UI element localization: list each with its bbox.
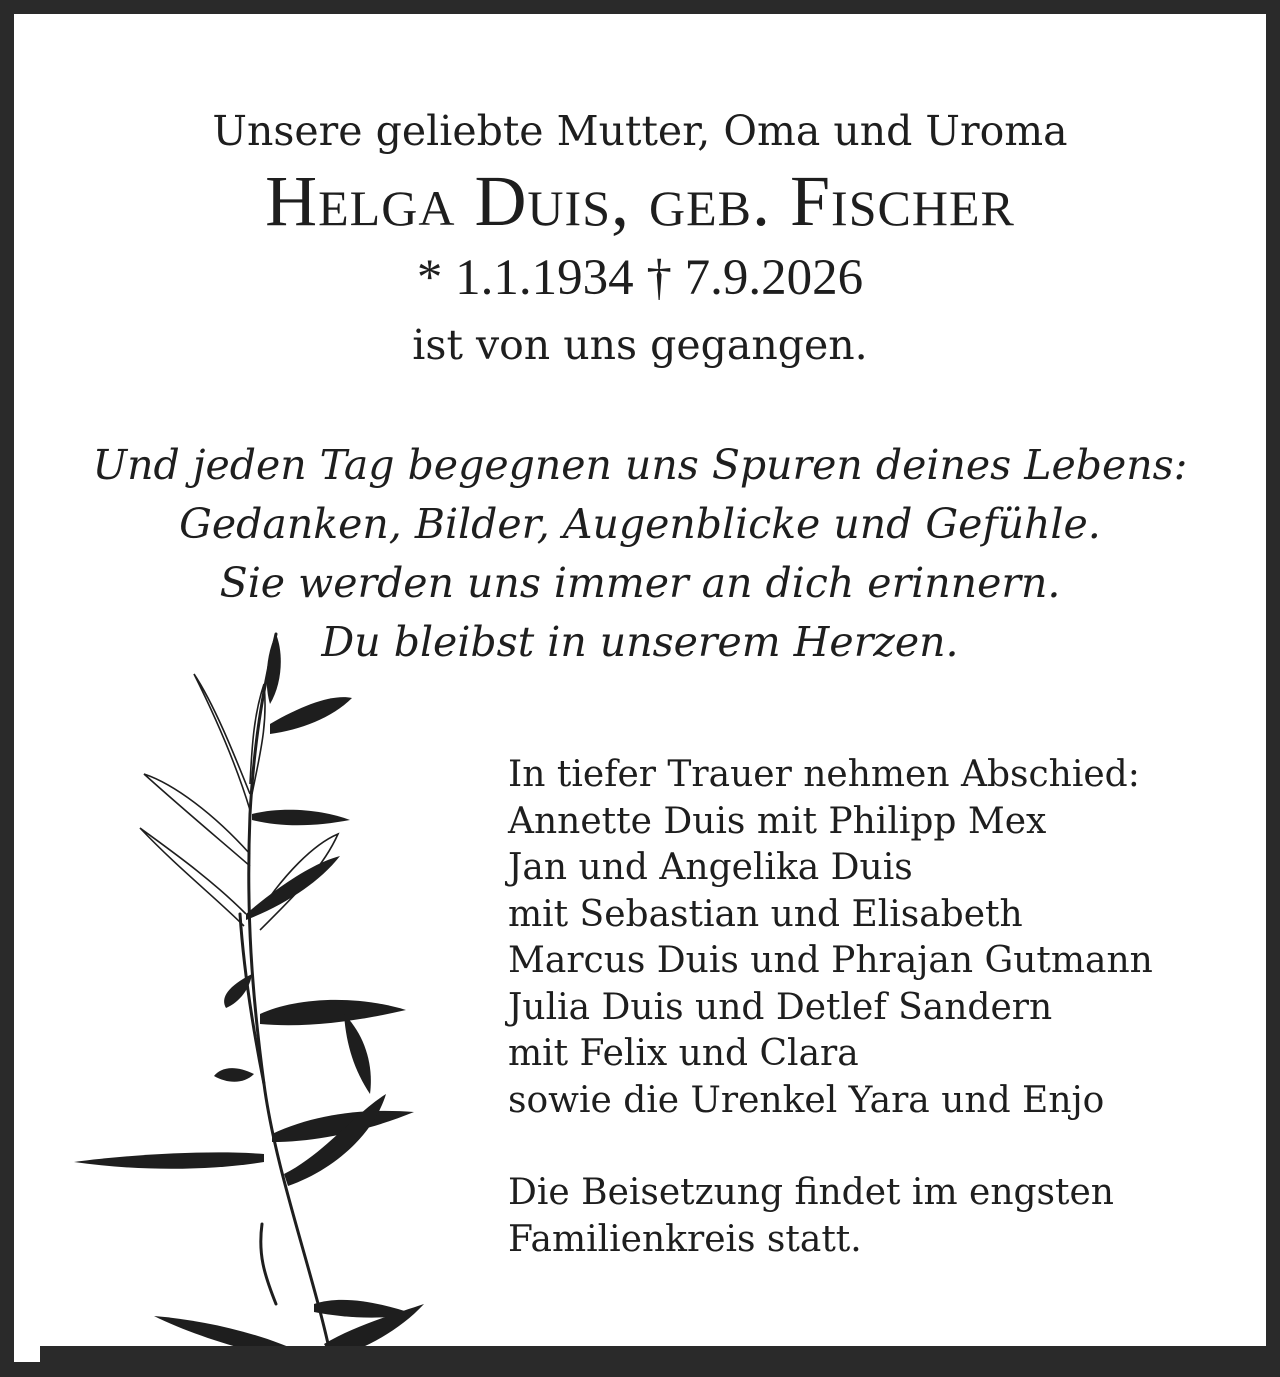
deceased-name: Helga Duis, geb. Fischer bbox=[265, 161, 1015, 241]
mourner-line: mit Sebastian und Elisabeth bbox=[508, 893, 1023, 935]
life-dates: * 1.1.1934 † 7.9.2026 bbox=[416, 250, 864, 306]
mourner-line: Julia Duis und Detlef Sandern bbox=[508, 986, 1053, 1028]
mourner-line: mit Felix und Clara bbox=[508, 1033, 859, 1074]
intro-text: Unsere geliebte Mutter, Oma und Uroma bbox=[212, 107, 1068, 155]
poem-line: Sie werden uns immer an dich erinnern. bbox=[219, 559, 1061, 607]
poem-line: Du bleibst in unserem Herzen. bbox=[321, 618, 959, 666]
olive-branch-icon bbox=[14, 614, 514, 1362]
burial-notice bbox=[508, 1170, 1114, 1263]
obituary-card bbox=[14, 14, 1266, 1362]
passed-away-text: ist von uns gegangen. bbox=[412, 321, 868, 369]
poem-line: Gedanken, Bilder, Augenblicke und Gefühle. bbox=[179, 500, 1101, 548]
frame-left-edge bbox=[0, 640, 14, 1377]
burial-line: Die Beisetzung findet im engsten bbox=[508, 1172, 1114, 1213]
poem-line: Und jeden Tag begegnen uns Spuren deines Lebens: bbox=[92, 441, 1188, 489]
mourner-line: Jan und Angelika Duis bbox=[508, 847, 913, 888]
frame-bottom-edge bbox=[40, 1346, 1266, 1366]
burial-line: Familienkreis statt. bbox=[508, 1218, 862, 1260]
mourner-line: sowie die Urenkel Yara und Enjo bbox=[508, 1079, 1105, 1121]
mourners-list bbox=[508, 752, 1153, 1124]
mourner-line: Marcus Duis und Phrajan Gutmann bbox=[508, 940, 1153, 981]
mourner-line: Annette Duis mit Philipp Mex bbox=[508, 800, 1047, 842]
mourners-heading: In tiefer Trauer nehmen Abschied: bbox=[508, 754, 1140, 795]
